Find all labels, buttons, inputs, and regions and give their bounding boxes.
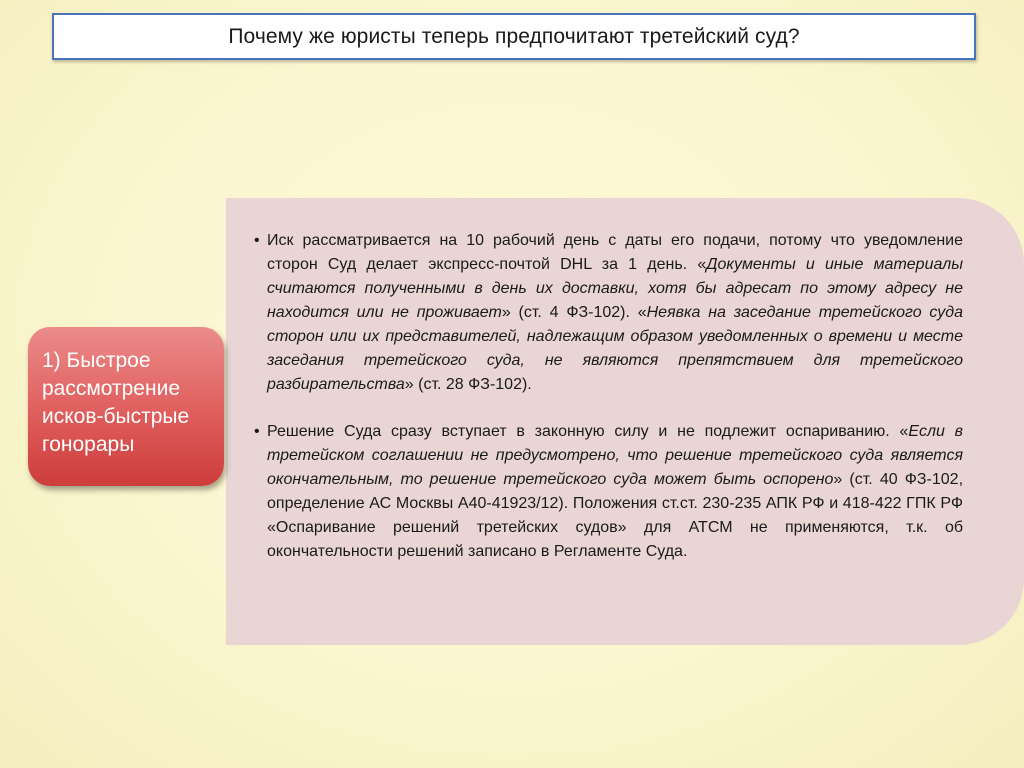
bullet-1-text-1: Иск рассматривается на 10 рабочий день с даты его подачи, потому что уведомление сторон Суд делает экспресс-почтой DHL за 1 день. « [267, 232, 963, 273]
section-label: 1) Быстрое рассмотрение исков-быстрые гонорары [42, 349, 190, 456]
slide-title-box [52, 13, 976, 60]
bullet-marker: • [254, 232, 260, 249]
bullet-1-quote-1: Документы и иные материалы считаются полученными в день их доставки, хотя бы адресат по этому адресу не находится или не проживает [267, 256, 963, 321]
bullet-item-1 [254, 229, 963, 397]
slide-title: Почему же юристы теперь предпочитают третейский суд? [228, 24, 800, 48]
bullet-2-text-1: Решение Суда сразу вступает в законную силу и не подлежит оспариванию. « [267, 423, 909, 440]
section-label-box [28, 327, 224, 486]
bullet-1-quote-2: Неявка на заседание третейского суда сторон или их представителей, надлежащим образом уведомленных о времени и месте заседания третейского суда, не являются препятствием для третейского разбирательства [267, 304, 963, 393]
bullet-1-text-2: » (ст. 4 ФЗ-102). « [501, 304, 647, 321]
bullet-2-text-2: » (ст. 40 ФЗ-102, определение АС Москвы А40-41923/12). Положения ст.ст. 230-235 АПК РФ и 418-422 ГПК РФ «Оспаривание решений третейских судов» для АТСМ не применяются, т.к. об окончательности решений записано в Регламенте Суда. [267, 471, 964, 560]
bullet-2-quote-1: Если в третейском соглашении не предусмотрено, что решение третейского суда является окончательным, то решение третейского суда может быть оспорено [267, 423, 964, 488]
bullet-item-2 [254, 420, 963, 564]
bullet-1-text-3: » (ст. 28 ФЗ-102). [404, 376, 532, 393]
bullet-marker: • [254, 423, 260, 440]
bullet-list [254, 229, 963, 564]
